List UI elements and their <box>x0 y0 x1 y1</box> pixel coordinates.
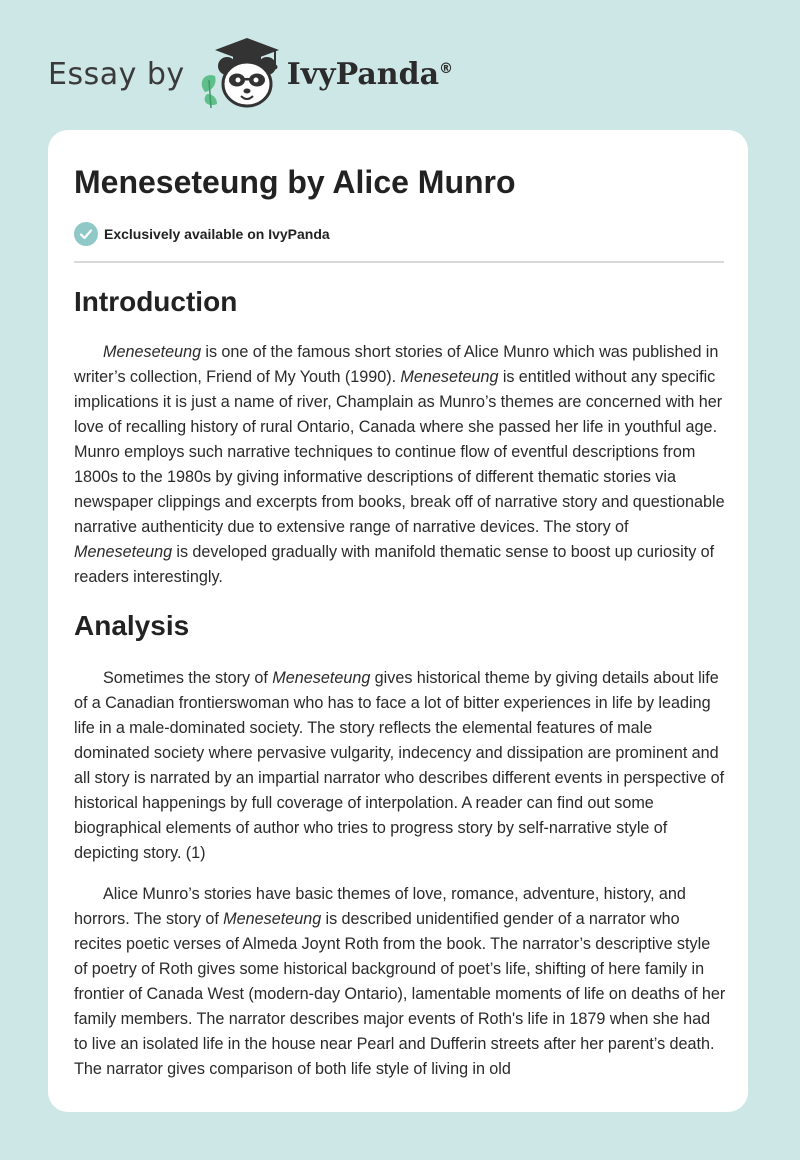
exclusive-badge-label: Exclusively available on IvyPanda <box>104 226 330 242</box>
brand-name: IvyPanda® <box>286 56 454 92</box>
section-heading-analysis: Analysis <box>74 610 190 641</box>
exclusive-badge <box>74 222 330 246</box>
paragraph: Meneseteung is one of the famous short stories of Alice Munro which was published in writer’s collection, Friend of My Youth (1990). Meneseteung is entitled without any specific implications it is just a name of river, Champlain as Munro’s themes are concerned with her love of recalling history of rural Ontario, Canada where she passed her life in youthful age. Munro employs such narrative techniques to continue flow of eventful descriptions from 1800s to the 1980s by giving informative descriptions of different thematic stories via newspaper clippings and excerpts from books, break off of narrative story and questionable narrative authenticity due to extensive range of narrative devices. The story of Meneseteung is developed gradually with manifold thematic sense to boost up curiosity of readers interestingly. <box>74 343 725 586</box>
leaf-icon <box>201 75 216 108</box>
check-icon <box>74 222 98 246</box>
essay-body <box>74 280 726 1082</box>
title-divider <box>74 261 724 263</box>
brand-prefix: Essay by <box>48 56 185 92</box>
page-title: Meneseteung by Alice Munro <box>74 164 516 200</box>
panda-logo-icon <box>195 36 283 112</box>
story-title-italic: Meneseteung <box>400 368 499 386</box>
story-title-italic: Meneseteung <box>223 910 322 928</box>
story-title-italic: Meneseteung <box>74 543 173 561</box>
section-heading-introduction: Introduction <box>74 286 238 317</box>
story-title-italic: Meneseteung <box>103 343 202 361</box>
brand-header <box>48 36 453 112</box>
essay-card <box>48 130 748 1112</box>
story-title-italic: Meneseteung <box>272 669 371 687</box>
paragraph: Alice Munro’s stories have basic themes of love, romance, adventure, history, and horrors. The story of Meneseteung is described unidentified gender of a narrator who recites poetic verses of Almeda Joynt Roth from the book. The narrator’s descriptive style of poetry of Roth gives some historical background of poet’s life, shifting of here family in frontier of Canada West (modern-day Ontario), lamentable moments of life on deaths of her family members. The narrator describes major events of Roth's life in 1879 when she had to live an isolated life in the house near Pearl and Dufferin streets after her parent’s death. The narrator gives comparison of both life style of living in old <box>74 885 726 1078</box>
paragraph: Sometimes the story of Meneseteung gives historical theme by giving details about life of a Canadian frontierswoman who has to face a lot of bitter experiences in life by leading life in a male-dominated society. The story reflects the elemental features of male dominated society where pervasive vulgarity, indecency and dissipation are prominent and all story is narrated by an impartial narrator who describes different events in perspective of historical happenings by full coverage of interpolation. A reader can find out some biographical elements of author who tries to progress story by self-narrative style of depicting story. (1) <box>74 669 725 862</box>
